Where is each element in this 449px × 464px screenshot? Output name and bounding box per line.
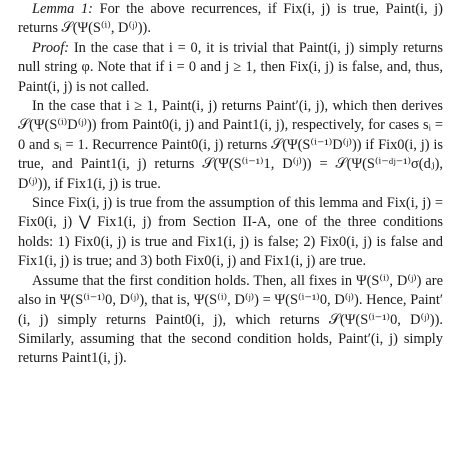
lemma-paragraph	[18, 0, 443, 39]
body-paragraph-1-text: In the case that i ≥ 1, Paint(i, j) returns Paint′(i, j), which then derives 𝒮(Ψ(S⁽ⁱ⁾D⁽ʲ⁾)) from Paint0(i, j) and Paint1(i, j), respectively, for cases sᵢ = 0 and sᵢ = 1. Recurrence Paint0(i, j) returns 𝒮(Ψ(S⁽ⁱ⁻¹⁾D⁽ʲ⁾)) if Fix0(i, j) is true, and Paint1(i, j) returns 𝒮(Ψ(S⁽ⁱ⁻¹⁾1, D⁽ʲ⁾)) = 𝒮(Ψ(S⁽ⁱ⁻ᵈʲ⁻¹⁾σ(dⱼ), D⁽ʲ⁾)), if Fix1(i, j) is true.	[18, 98, 443, 192]
body-paragraph-3	[18, 272, 443, 369]
lemma-text: For the above recurrences, if Fix(i, j) is true, Paint(i, j) returns 𝒮(Ψ(S⁽ⁱ⁾, D⁽ʲ⁾)).	[18, 1, 443, 37]
lemma-label: Lemma 1:	[32, 1, 93, 17]
proof-text: In the case that i = 0, it is trivial that Paint(i, j) simply returns null string φ. Note that if i = 0 and j ≥ 1, then Fix(i, j) is false, and, thus, Paint(i, j) is not called.	[18, 39, 443, 95]
body-paragraph-2-text: Since Fix(i, j) is true from the assumption of this lemma and Fix(i, j) = Fix0(i, j) ⋁ Fix1(i, j) from Section II-A, one of the three conditions holds: 1) Fix0(i, j) is true and Fix1(i, j) is false; 2) Fix0(i, j) is false and Fix1(i, j) is true; and 3) both Fix0(i, j) and Fix1(i, j) are true.	[18, 195, 443, 270]
body-paragraph-1	[18, 97, 443, 194]
body-paragraph-3-text: Assume that the first condition holds. Then, all fixes in Ψ(S⁽ⁱ⁾, D⁽ʲ⁾) are also in Ψ(S⁽ⁱ⁻¹⁾0, D⁽ʲ⁾), that is, Ψ(S⁽ⁱ⁾, D⁽ʲ⁾) = Ψ(S⁽ⁱ⁻¹⁾0, D⁽ʲ⁾). Hence, Paint′(i, j) simply returns Paint0(i, j), which returns 𝒮(Ψ(S⁽ⁱ⁻¹⁾0, D⁽ʲ⁾)). Similarly, assuming that the second condition holds, Paint′(i, j) simply returns Paint1(i, j).	[18, 272, 443, 367]
proof-paragraph	[18, 39, 443, 97]
body-paragraph-2	[18, 194, 443, 272]
proof-label: Proof:	[32, 39, 70, 56]
